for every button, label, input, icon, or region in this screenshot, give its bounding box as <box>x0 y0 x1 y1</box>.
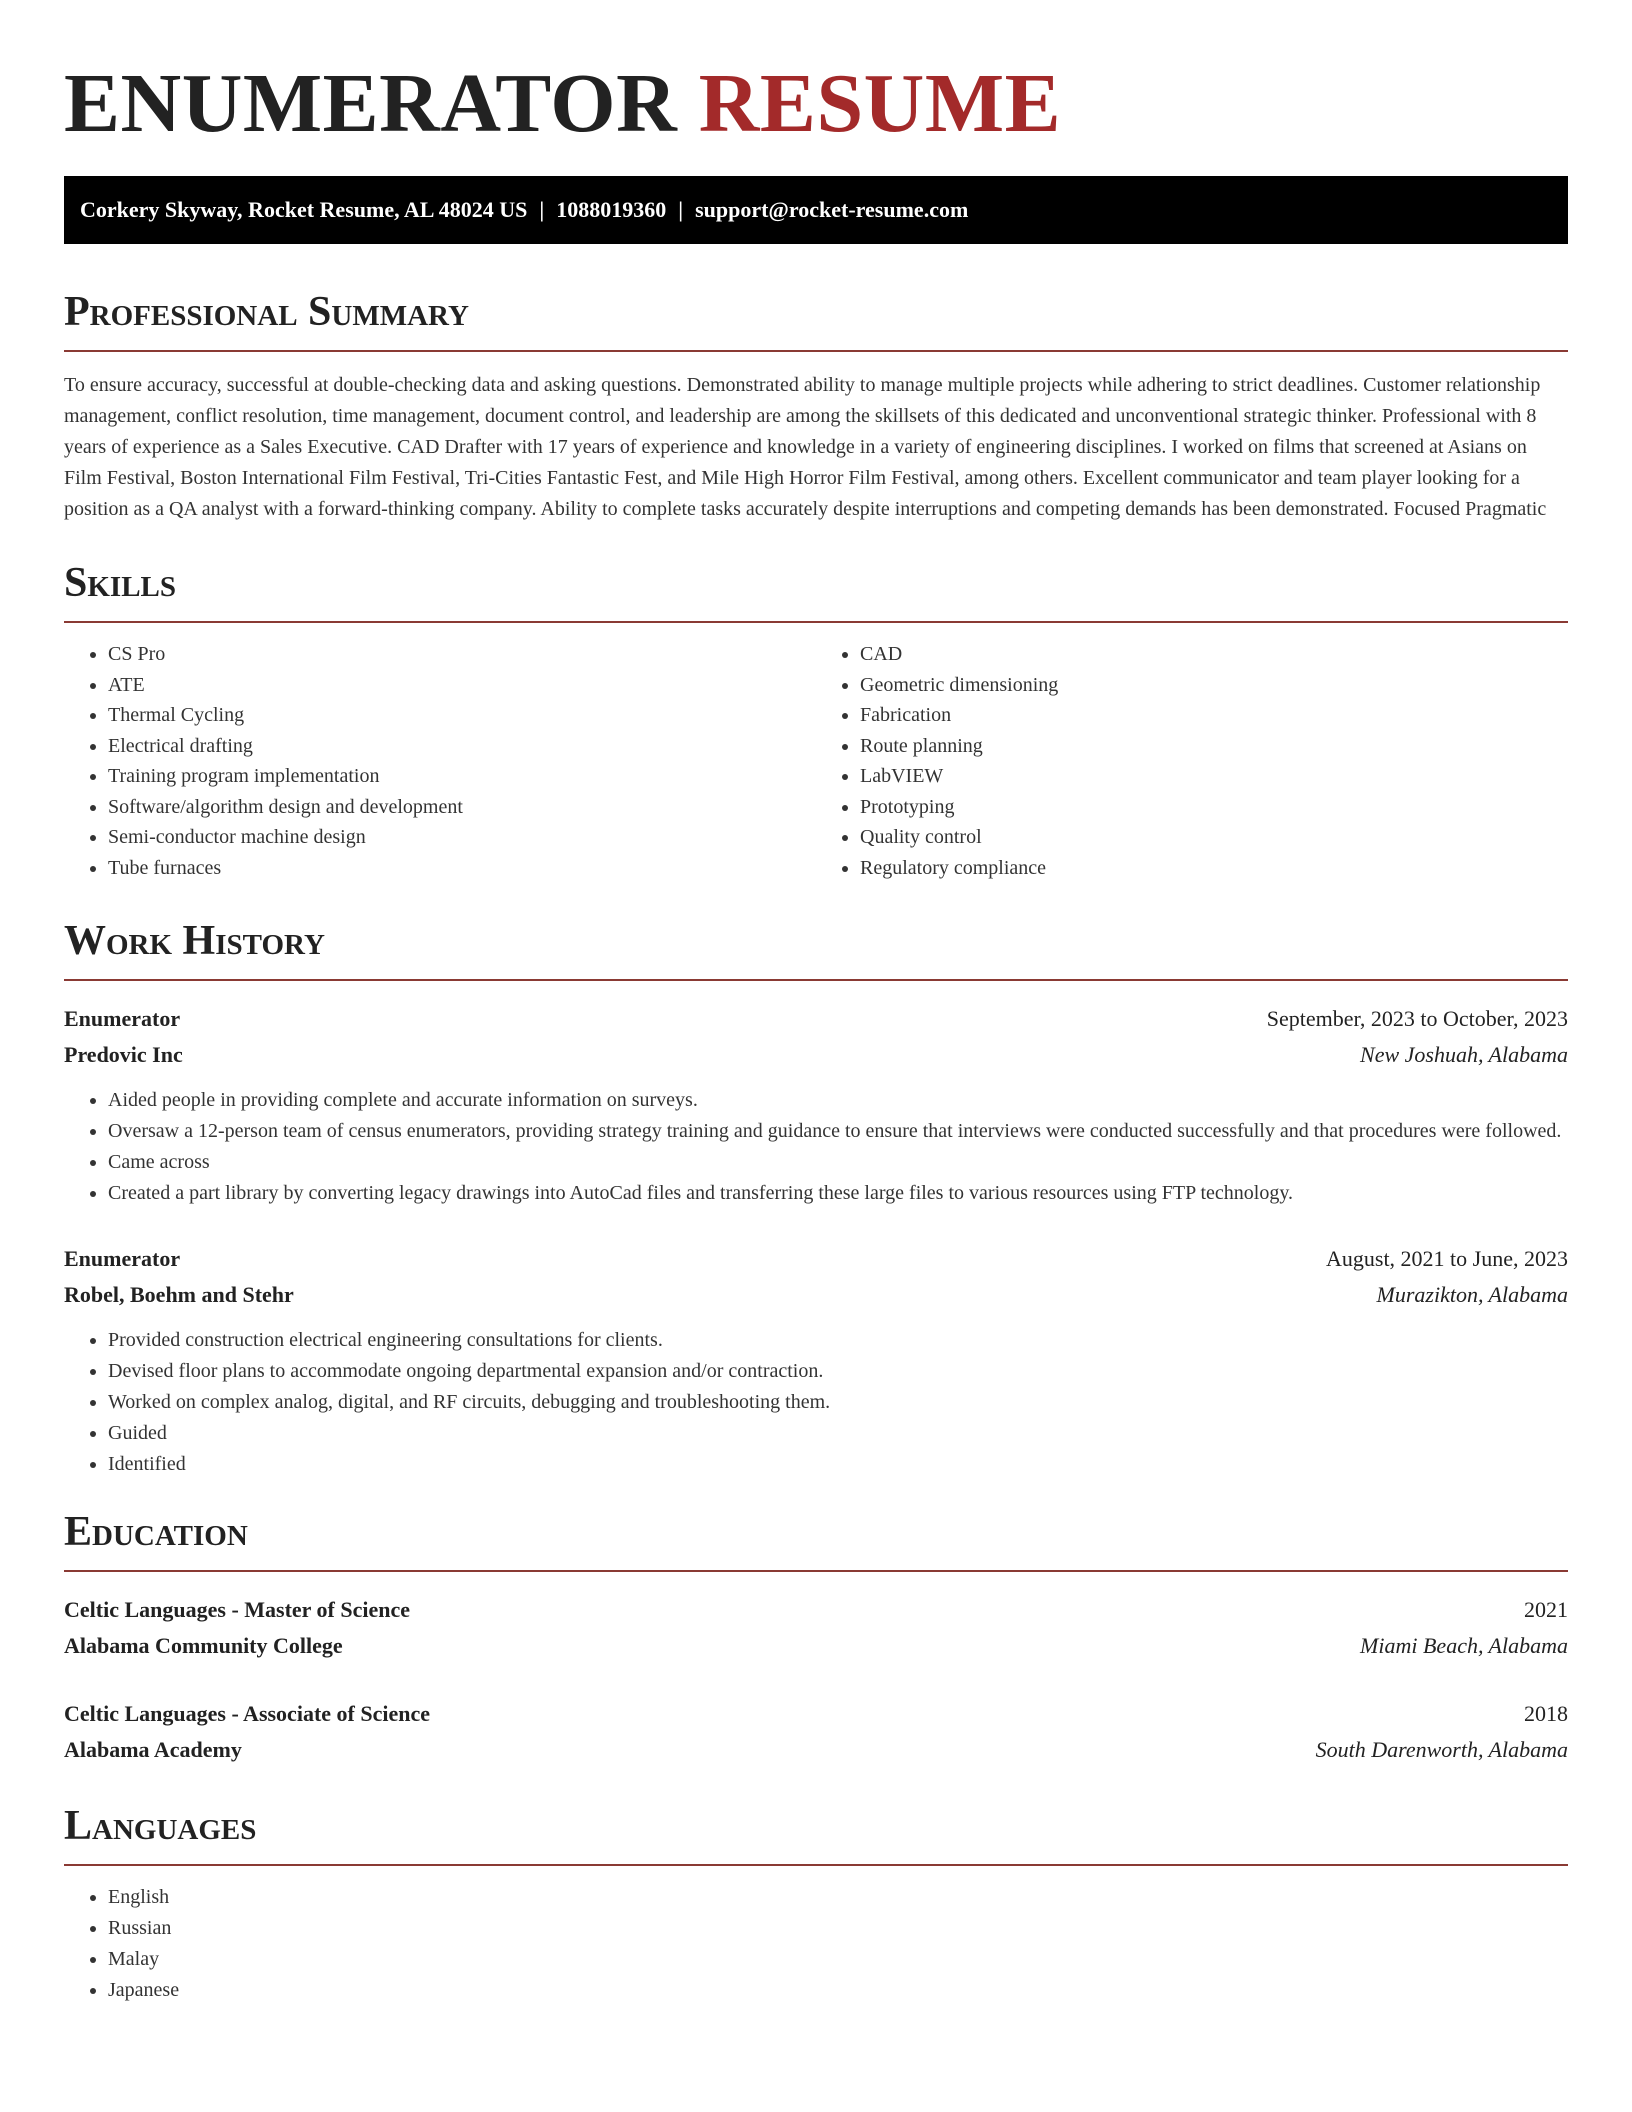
summary-section <box>64 288 1568 525</box>
job-location: Murazikton, Alabama <box>1376 1282 1568 1307</box>
job-bullet: • Oversaw a 12-person team of census enumerators, providing strategy training and guidance to ensure that interviews were conducted successfully and that procedures were followed. <box>108 1116 1568 1147</box>
skill-item: • Geometric dimensioning <box>860 670 1568 701</box>
skills-list-left <box>64 639 816 883</box>
language-item: • Malay <box>108 1944 1568 1975</box>
skill-item: • Regulatory compliance <box>860 853 1568 884</box>
job-dates: August, 2021 to June, 2023 <box>1326 1246 1568 1271</box>
job-bullet: • Provided construction electrical engineering consultations for clients. <box>108 1325 1568 1356</box>
skill-item: • Quality control <box>860 822 1568 853</box>
job-location: New Joshuah, Alabama <box>1360 1042 1568 1067</box>
skill-item: • Training program implementation <box>108 761 816 792</box>
skill-item: • CS Pro <box>108 639 816 670</box>
job-dates: September, 2023 to October, 2023 <box>1266 1006 1568 1031</box>
skills-section <box>64 559 1568 883</box>
skill-item: • Thermal Cycling <box>108 700 816 731</box>
contact-bar <box>64 176 1568 244</box>
education-degree: Celtic Languages - Associate of Science <box>64 1701 430 1726</box>
language-item: • Japanese <box>108 1975 1568 2006</box>
job-bullet: • Worked on complex analog, digital, and RF circuits, debugging and troubleshooting them. <box>108 1387 1568 1418</box>
resume-title <box>64 56 1568 152</box>
education-entry <box>64 1592 1568 1664</box>
skill-item: • Tube furnaces <box>108 853 816 884</box>
languages-heading: Languages <box>64 1802 1568 1866</box>
work-history-heading: Work History <box>64 917 1568 981</box>
job-role: Enumerator <box>64 1246 181 1271</box>
job-bullet: • Identified <box>108 1449 1568 1480</box>
skill-item: • ATE <box>108 670 816 701</box>
skill-item: • LabVIEW <box>860 761 1568 792</box>
summary-text: To ensure accuracy, successful at double-checking data and asking questions. Demonstrated ability to manage multiple projects while adhering to strict deadlines. Customer relationship management, conflict resolution, time management, document control, and leadership are among the skillsets of this dedicated and unconventional strategic thinker. Professional with 8 years of experience as a Sales Executive. CAD Drafter with 17 years of experience and knowledge in a variety of engineering disciplines. I worked on films that screened at Asians on Film Festival, Boston International Film Festival, Tri-Cities Fantastic Fest, and Mile High Horror Film Festival, among others. Excellent communicator and team player looking for a position as a QA analyst with a forward-thinking company. Ability to complete tasks accurately despite interruptions and competing demands has been demonstrated. Focused Pragmatic <box>64 374 1547 520</box>
title-first-word: ENUMERATOR <box>64 57 678 150</box>
job-bullet: • Created a part library by converting legacy drawings into AutoCad files and transferring these large files to various resources using FTP technology. <box>108 1178 1568 1209</box>
job-role: Enumerator <box>64 1006 181 1031</box>
education-location: Miami Beach, Alabama <box>1360 1633 1568 1658</box>
job-entry <box>64 1001 1568 1209</box>
contact-email[interactable]: support@rocket-resume.com <box>695 197 969 222</box>
skill-item: • CAD <box>860 639 1568 670</box>
education-location: South Darenworth, Alabama <box>1315 1737 1568 1762</box>
education-year: 2018 <box>1524 1701 1568 1726</box>
job-bullets <box>64 1325 1568 1480</box>
contact-separator: | <box>539 197 545 222</box>
skill-item: • Prototyping <box>860 792 1568 823</box>
skills-list-right <box>816 639 1568 883</box>
education-degree-row <box>64 1592 1568 1628</box>
job-company: Predovic Inc <box>64 1042 183 1067</box>
education-heading: Education <box>64 1508 1568 1572</box>
education-entry <box>64 1696 1568 1768</box>
job-bullet: • Devised floor plans to accommodate ongoing departmental expansion and/or contraction. <box>108 1356 1568 1387</box>
education-year: 2021 <box>1524 1597 1568 1622</box>
work-history-section <box>64 917 1568 1480</box>
contact-separator: | <box>678 197 684 222</box>
resume-page <box>64 56 1568 2006</box>
education-degree-row <box>64 1696 1568 1732</box>
job-company: Robel, Boehm and Stehr <box>64 1282 294 1307</box>
job-company-row <box>64 1037 1568 1073</box>
job-bullets <box>64 1085 1568 1209</box>
job-header-row <box>64 1001 1568 1037</box>
skill-item: • Route planning <box>860 731 1568 762</box>
skill-item: • Semi-conductor machine design <box>108 822 816 853</box>
job-bullet: • Came across <box>108 1147 1568 1178</box>
job-company-row <box>64 1277 1568 1313</box>
education-school: Alabama Community College <box>64 1633 343 1658</box>
summary-heading: Professional Summary <box>64 288 1568 352</box>
languages-list <box>64 1882 1568 2006</box>
skills-columns <box>64 639 1568 883</box>
education-school-row <box>64 1628 1568 1664</box>
job-bullet: • Guided <box>108 1418 1568 1449</box>
education-school: Alabama Academy <box>64 1737 242 1762</box>
languages-section <box>64 1802 1568 2006</box>
contact-phone[interactable]: 1088019360 <box>556 197 667 222</box>
education-school-row <box>64 1732 1568 1768</box>
education-section <box>64 1508 1568 1768</box>
skill-item: • Electrical drafting <box>108 731 816 762</box>
language-item: • Russian <box>108 1913 1568 1944</box>
title-accent-word: RESUME <box>698 57 1062 150</box>
language-item: • English <box>108 1882 1568 1913</box>
job-bullet: • Aided people in providing complete and accurate information on surveys. <box>108 1085 1568 1116</box>
contact-address: Corkery Skyway, Rocket Resume, AL 48024 US <box>80 197 528 222</box>
skill-item: • Fabrication <box>860 700 1568 731</box>
job-header-row <box>64 1241 1568 1277</box>
skills-heading: Skills <box>64 559 1568 623</box>
job-entry <box>64 1241 1568 1480</box>
skill-item: • Software/algorithm design and development <box>108 792 816 823</box>
education-degree: Celtic Languages - Master of Science <box>64 1597 411 1622</box>
